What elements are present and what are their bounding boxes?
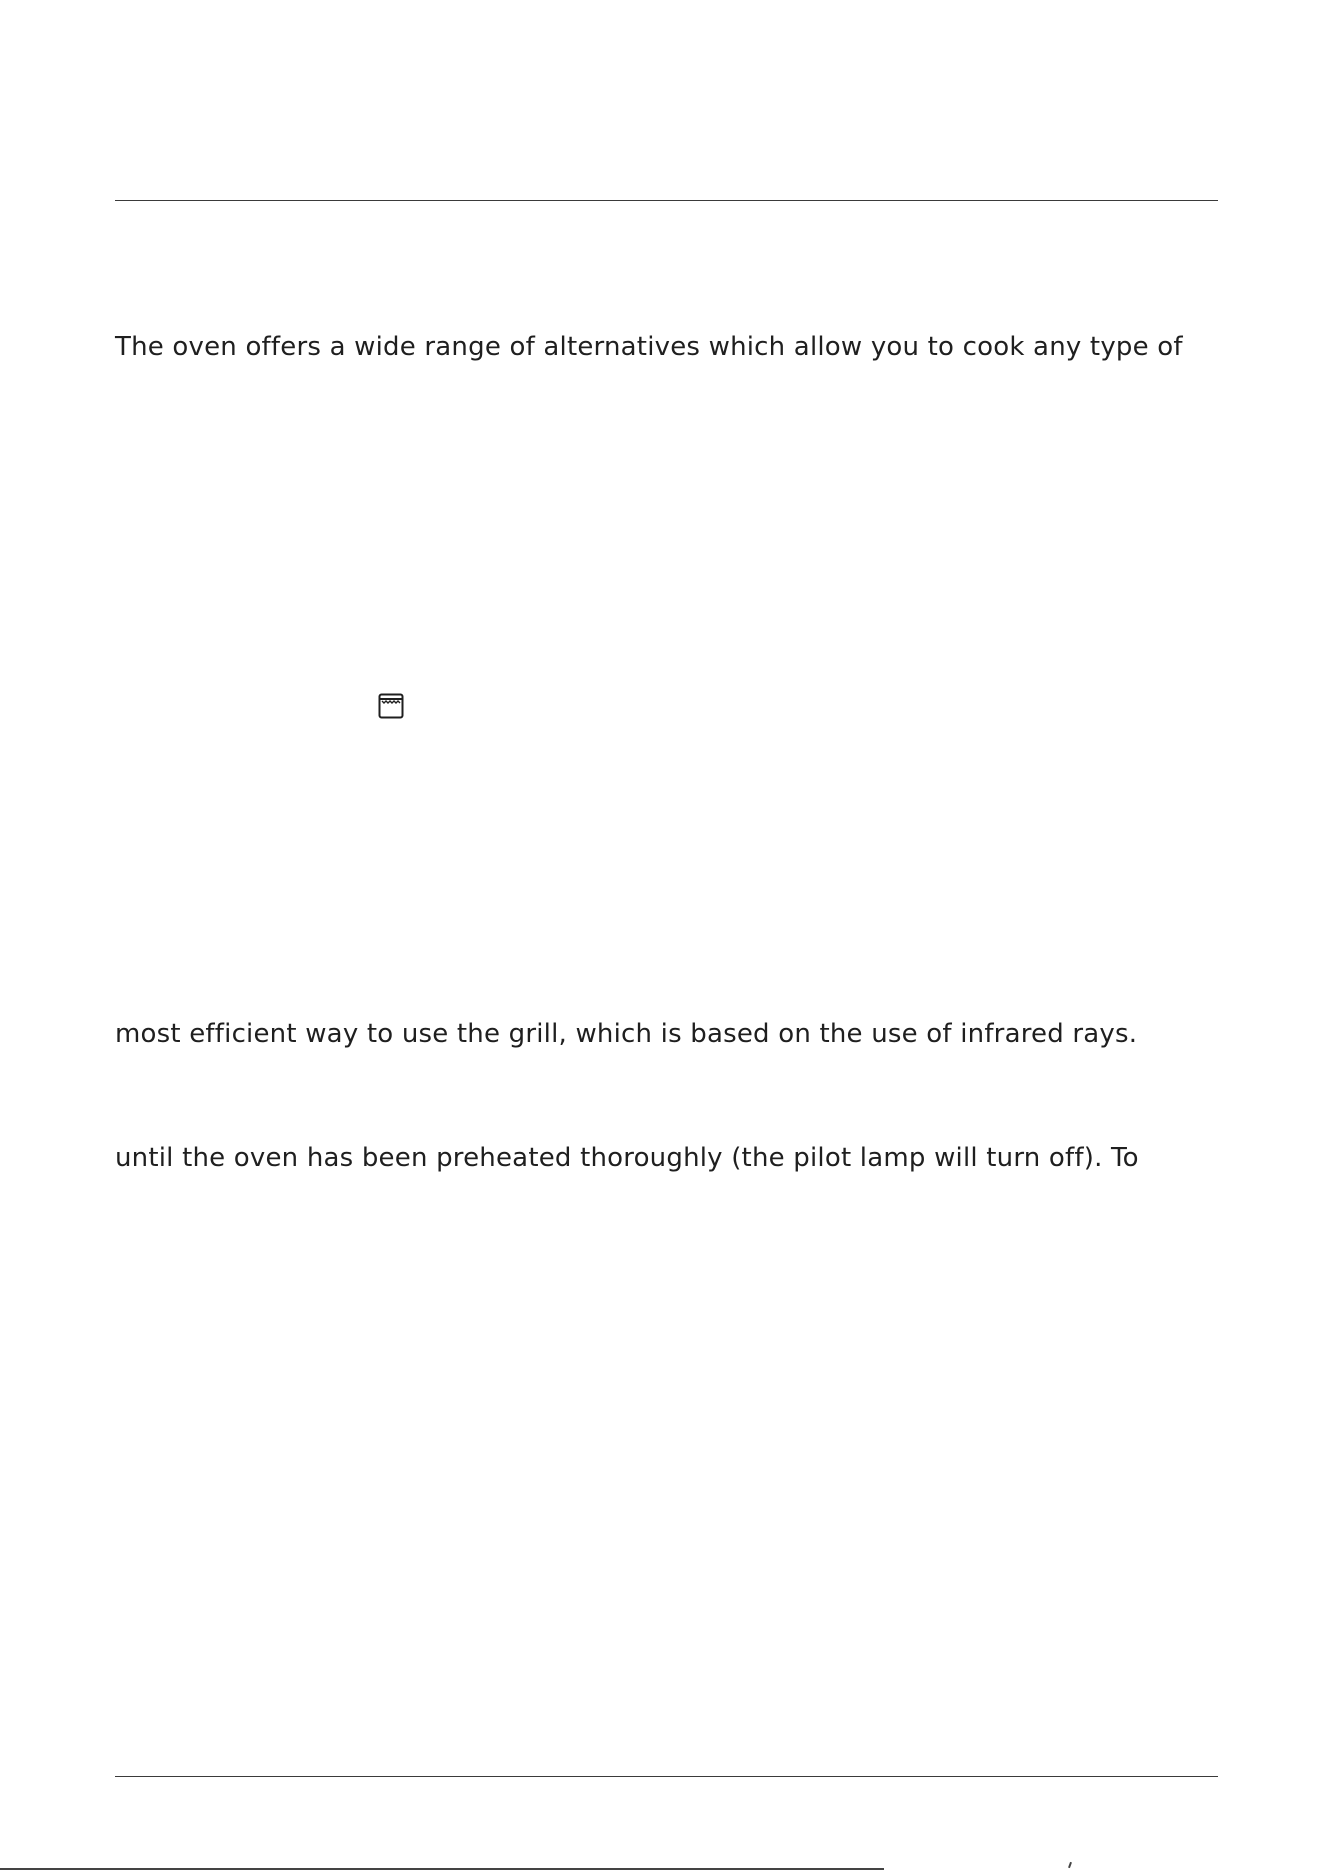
body-text-line: most efficient way to use the grill, which is based on the use of infrared rays. [115, 1019, 1138, 1049]
footer-divider [115, 1776, 1218, 1777]
bottom-edge-line [0, 1868, 884, 1870]
header-divider [115, 200, 1218, 201]
body-text-line: until the oven has been preheated thoroughly (the pilot lamp will turn off). To [115, 1143, 1139, 1173]
oven-function-icon [378, 693, 404, 719]
body-text-line: The oven offers a wide range of alternatives which allow you to cook any type of [115, 332, 1183, 362]
bottom-edge-mark [1068, 1862, 1072, 1868]
